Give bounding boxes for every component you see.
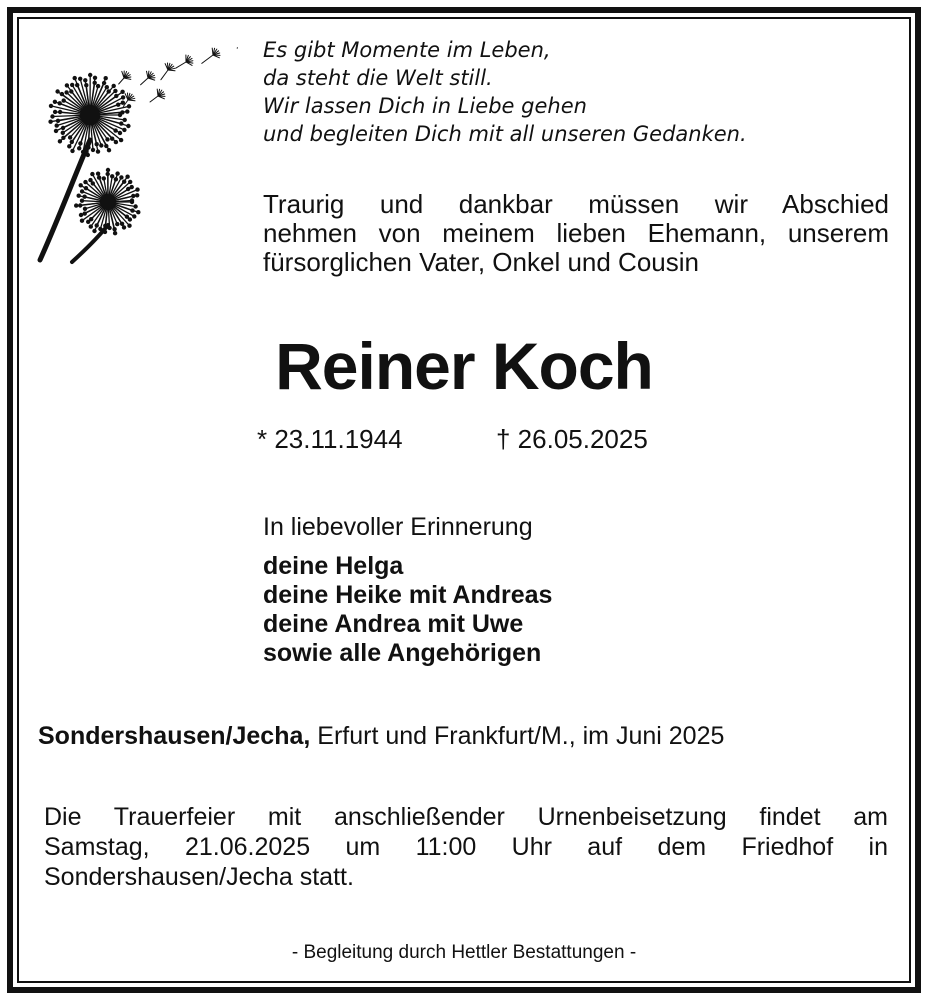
mourners-list [263, 552, 552, 668]
mourner: sowie alle Angehörigen [263, 639, 542, 667]
place-bold: Sondershausen/Jecha, [38, 722, 311, 750]
undertaker-footer: - Begleitung durch Hettler Bestattungen - [291, 942, 637, 963]
death-date: † 26.05.2025 [496, 424, 648, 454]
service-line: Sondershausen/Jecha statt. [44, 863, 354, 891]
poem-line: Wir lassen Dich in Liebe gehen [263, 94, 587, 118]
place-rest: Erfurt und Frankfurt/M., im Juni 2025 [310, 722, 725, 750]
poem [263, 36, 747, 148]
intro-line: Traurig und dankbar müssen wir Abschied [263, 189, 889, 219]
mourner: deine Andrea mit Uwe [263, 610, 524, 638]
service-info [44, 802, 888, 892]
intro-text [263, 190, 889, 277]
poem-line: und begleiten Dich mit all unseren Gedanken. [263, 122, 747, 146]
mourner: deine Heike mit Andreas [263, 581, 553, 609]
poem-line: da steht die Welt still. [263, 66, 493, 90]
service-line: Samstag, 21.06.2025 um 11:00 Uhr auf dem Friedhof in [44, 833, 888, 861]
poem-line: Es gibt Momente im Leben, [263, 38, 551, 62]
service-line: Die Trauerfeier mit anschließender Urnenbeisetzung findet am [44, 803, 888, 831]
mourner: deine Helga [263, 552, 404, 580]
memory-label: In liebevoller Erinnerung [263, 513, 533, 541]
intro-line: nehmen von meinem lieben Ehemann, unserem [263, 218, 889, 248]
dandelion-icon [28, 30, 238, 265]
birth-date: * 23.11.1944 [257, 424, 403, 454]
place-date-line [38, 722, 724, 751]
deceased-name: Reiner Koch [275, 329, 653, 403]
intro-line: fürsorglichen Vater, Onkel und Cousin [263, 247, 699, 277]
